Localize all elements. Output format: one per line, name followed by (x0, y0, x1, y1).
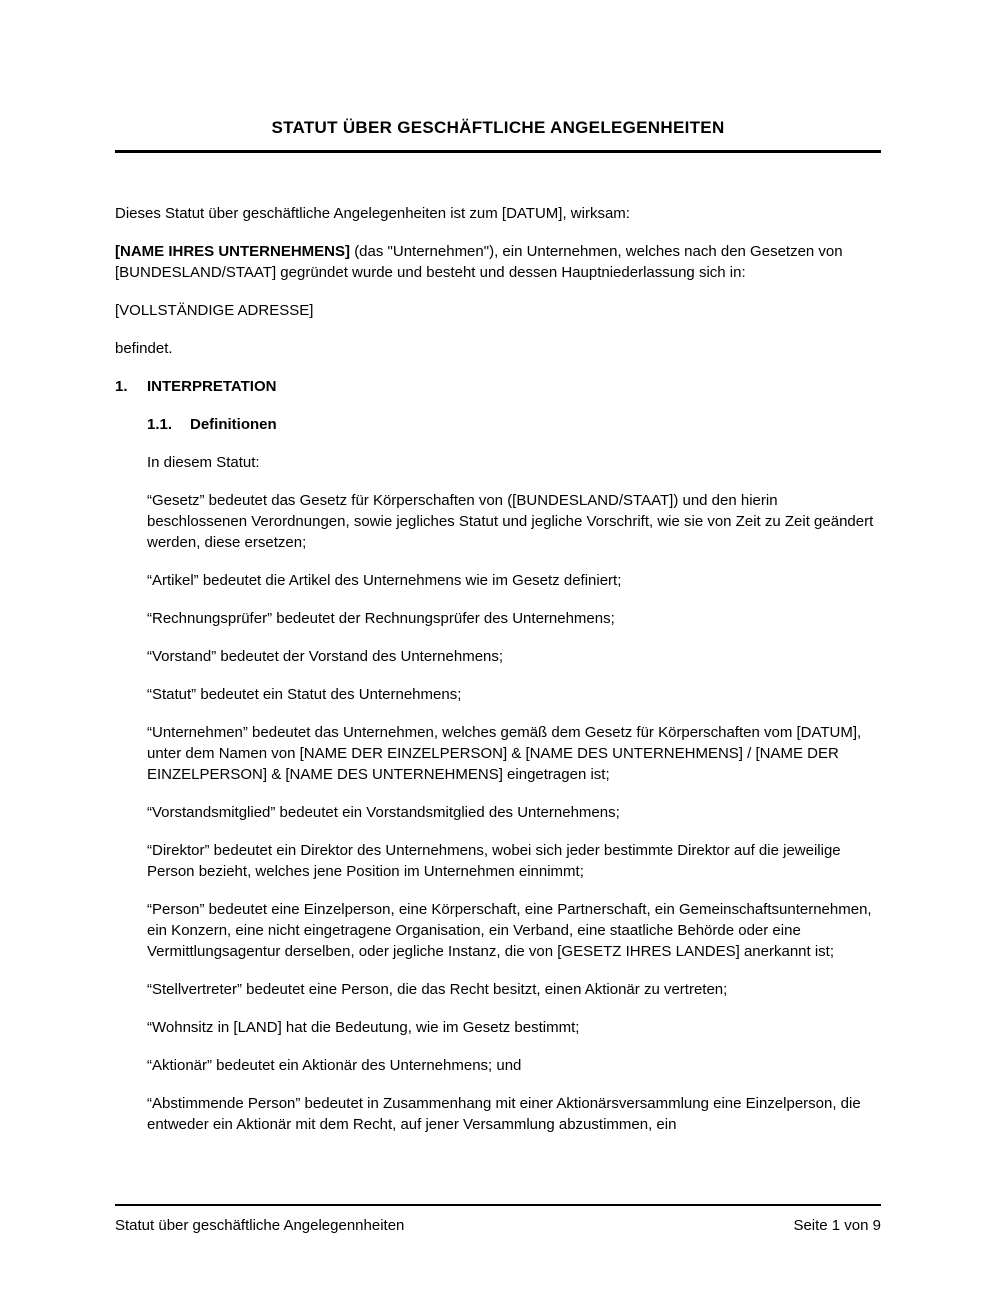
definition-person: “Person” bedeutet eine Einzelperson, eine Körperschaft, eine Partnerschaft, ein Gemeinschaftsunternehmen, ein Konzern, eine nicht eingetragene Organisation, ein Verband, eine staatliche Behörde oder eine Vermittlungsagentur derselben, oder jegliche Instanz, die von [GESETZ IHRES LANDES] anerkannt ist; (147, 901, 872, 960)
definition-statut: “Statut” bedeutet ein Statut des Unternehmens; (147, 686, 462, 703)
subsection-heading-definitionen (147, 414, 881, 435)
section-number: 1. (115, 378, 128, 395)
definition-unternehmen: “Unternehmen” bedeutet das Unternehmen, welches gemäß dem Gesetz für Körperschaften vom [DATUM], unter dem Namen von [NAME DER EINZELPERSON] & [NAME DES UNTERNEHMENS] / [NAME DER EINZELPERSON] & [NAME DES UNTERNEHMENS] eingetragen ist; (147, 724, 862, 783)
company-paragraph-text: (das "Unternehmen"), ein Unternehmen, welches nach den Gesetzen von [BUNDESLAND/STAAT] gegründet wurde und besteht und dessen Hauptniederlassung sich in: (115, 243, 843, 281)
section-title: INTERPRETATION (147, 378, 277, 395)
address-placeholder: [VOLLSTÄNDIGE ADRESSE] (115, 302, 314, 319)
document-title: STATUT ÜBER GESCHÄFTLICHE ANGELEGENHEITEN (271, 118, 725, 137)
company-paragraph (115, 241, 881, 283)
definition-stellvertreter: “Stellvertreter” bedeutet eine Person, die das Recht besitzt, einen Aktionär zu vertreten; (147, 981, 728, 998)
company-name-placeholder: [NAME IHRES UNTERNEHMENS] (115, 243, 351, 260)
effective-date-paragraph: Dieses Statut über geschäftliche Angelegenheiten ist zum [DATUM], wirksam: (115, 205, 630, 222)
definition-vorstandsmitglied: “Vorstandsmitglied” bedeutet ein Vorstandsmitglied des Unternehmens; (147, 804, 620, 821)
definitions-intro: In diesem Statut: (147, 454, 260, 471)
definition-direktor: “Direktor” bedeutet ein Direktor des Unternehmens, wobei sich jeder bestimmte Direktor auf die jeweilige Person bezieht, welches jene Position im Unternehmen einnimmt; (147, 842, 841, 880)
definition-abstimmende-person: “Abstimmende Person” bedeutet in Zusammenhang mit einer Aktionärsversammlung eine Einzelperson, die entweder ein Aktionär mit dem Recht, auf jener Versammlung abzustimmen, ein (147, 1095, 861, 1133)
definition-gesetz: “Gesetz” bedeutet das Gesetz für Körperschaften von ([BUNDESLAND/STAAT]) und den hierin beschlossenen Verordnungen, sowie jegliches Statut und jegliche Vorschrift, wie sie von Zeit zu Zeit geändert werden, diese ersetzen; (147, 492, 874, 551)
subsection-number: 1.1. (147, 416, 173, 433)
footer-page-number: Seite 1 von 9 (793, 1217, 881, 1234)
footer-document-title: Statut über geschäftliche Angelegennheiten (115, 1217, 405, 1234)
footer-row (115, 1215, 881, 1236)
subsection-title: Definitionen (190, 416, 277, 433)
footer-rule (115, 1204, 881, 1206)
title-rule (115, 150, 881, 153)
page-footer (115, 1204, 881, 1236)
definition-vorstand: “Vorstand” bedeutet der Vorstand des Unternehmens; (147, 648, 504, 665)
section-heading-interpretation (115, 376, 881, 397)
located-paragraph: befindet. (115, 340, 173, 357)
definition-aktionaer: “Aktionär” bedeutet ein Aktionär des Unternehmens; und (147, 1057, 522, 1074)
definition-rechnungspruefer: “Rechnungsprüfer” bedeutet der Rechnungsprüfer des Unternehmens; (147, 610, 615, 627)
definition-artikel: “Artikel” bedeutet die Artikel des Unternehmens wie im Gesetz definiert; (147, 572, 622, 589)
definition-wohnsitz: “Wohnsitz in [LAND] hat die Bedeutung, wie im Gesetz bestimmt; (147, 1019, 580, 1036)
